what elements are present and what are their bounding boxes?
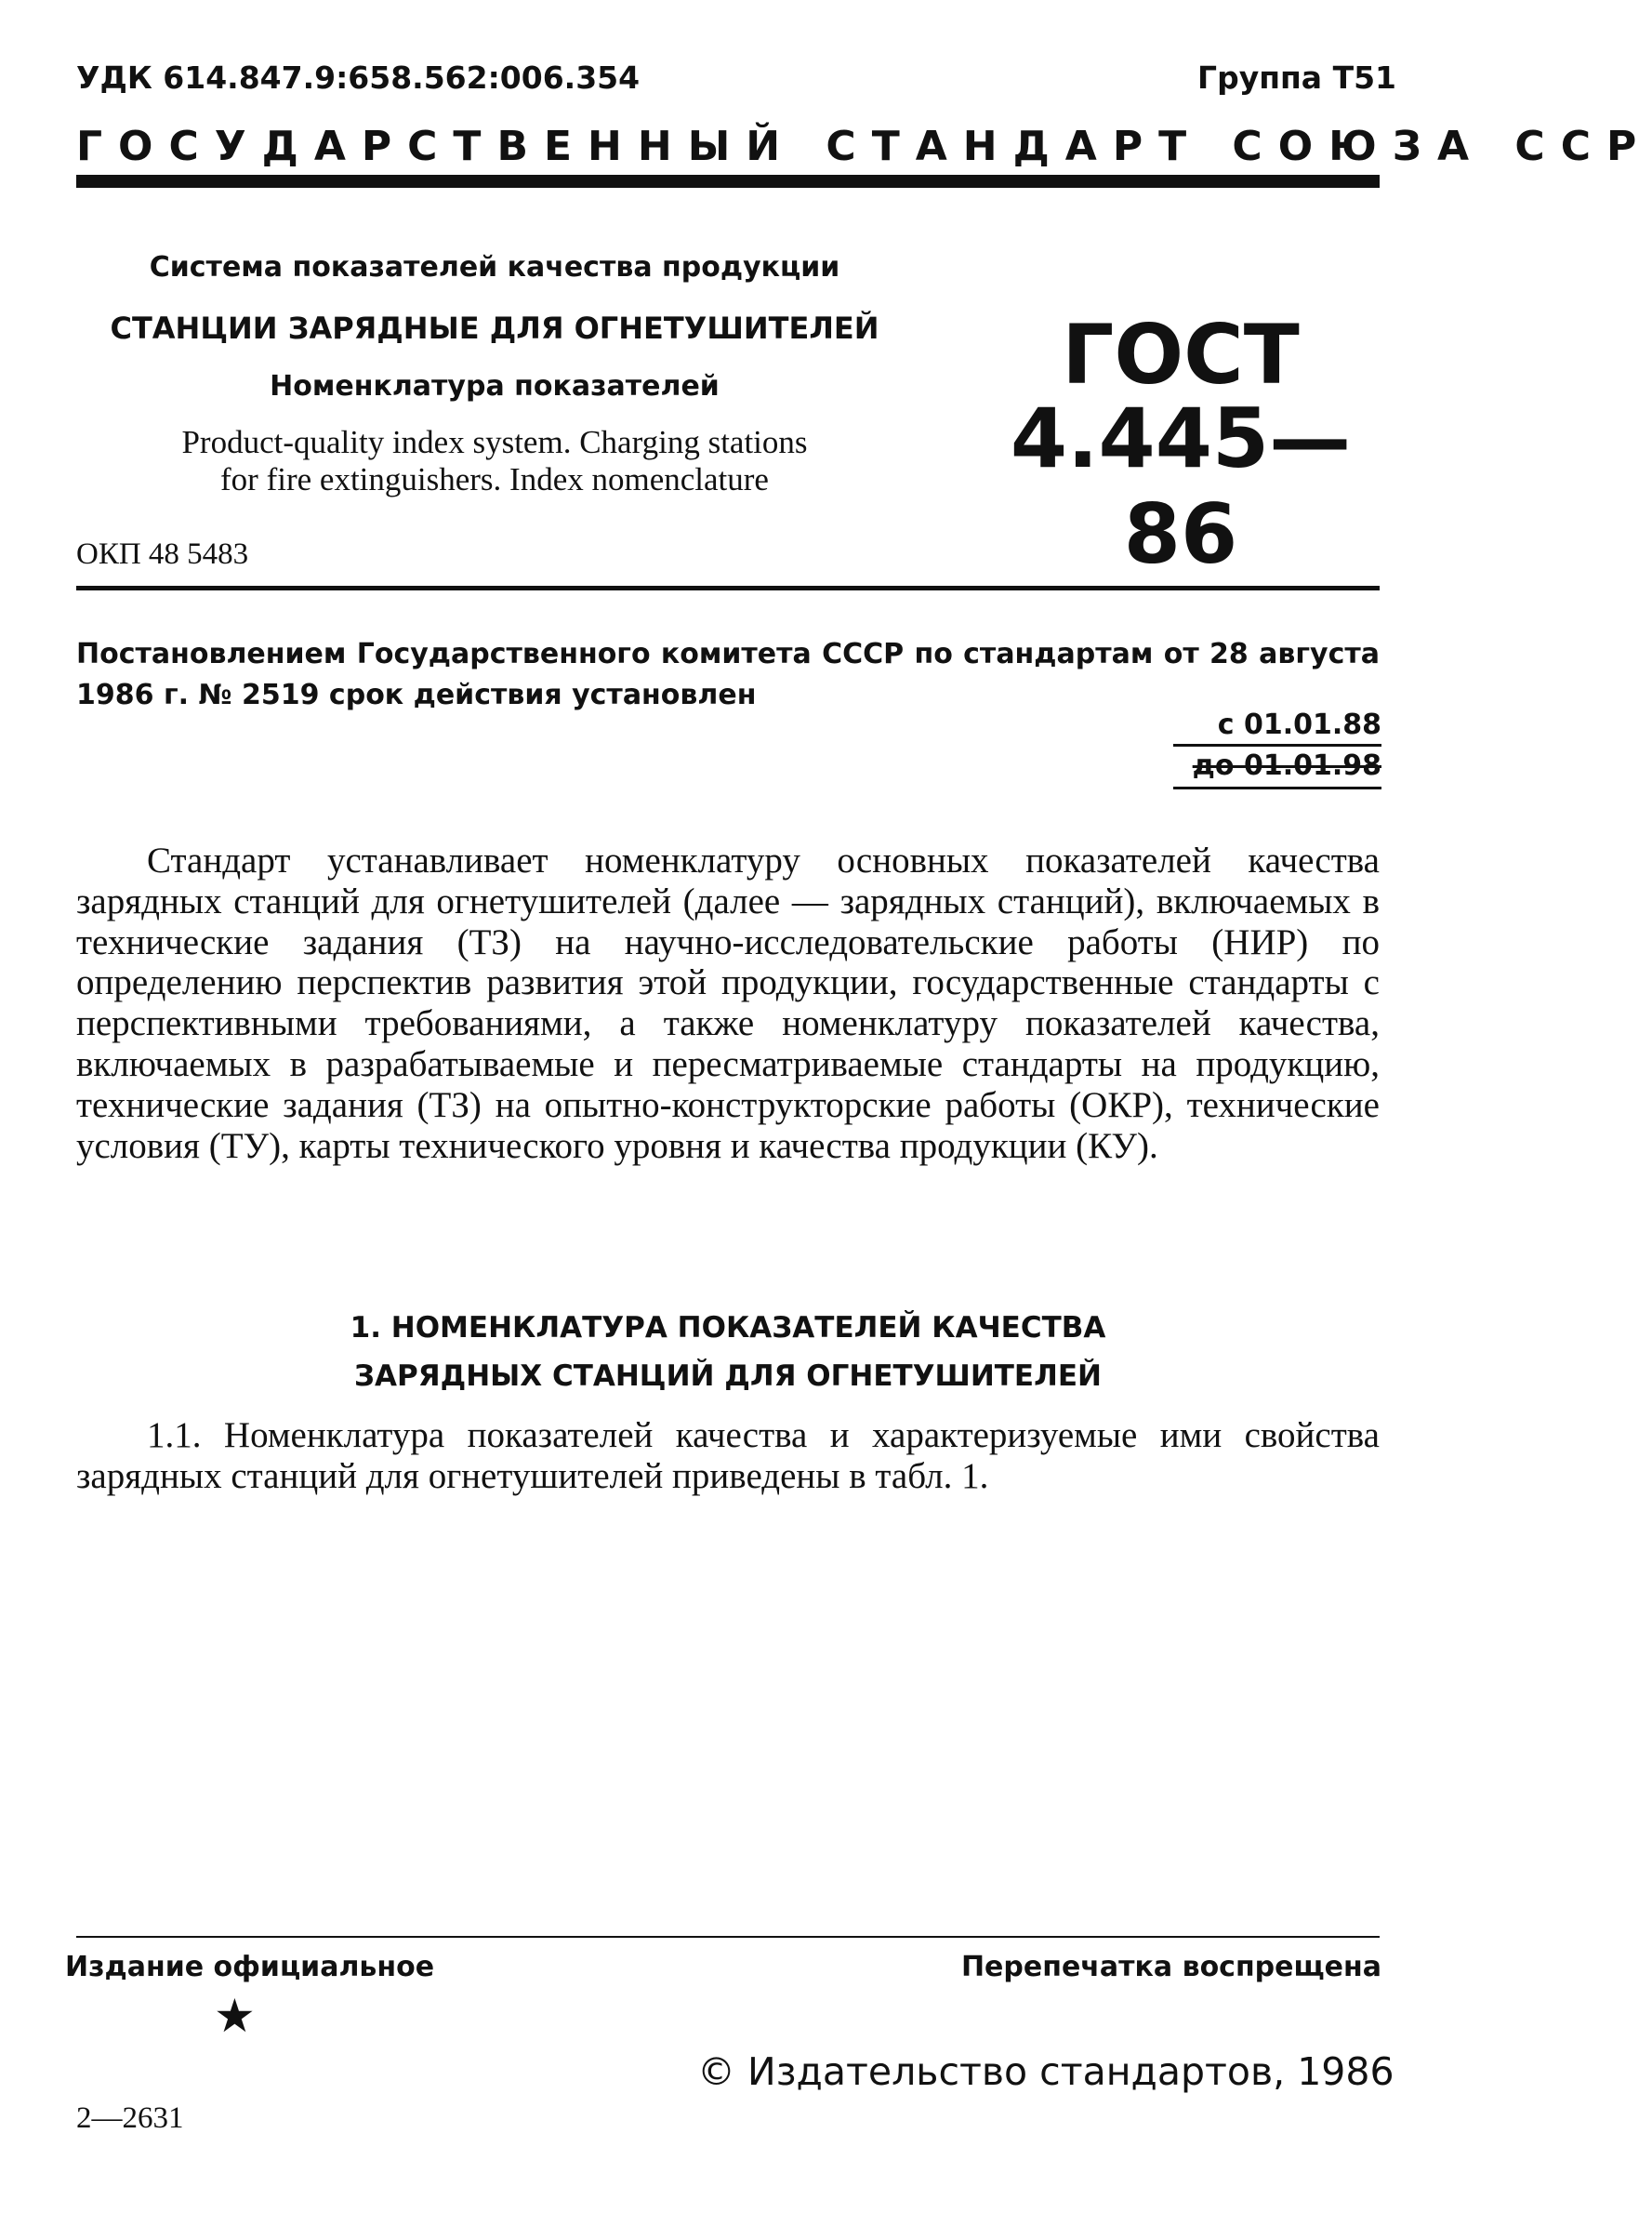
section-1-title <box>76 1304 1380 1400</box>
section-1-paragraph: 1.1. Номенклатура показателей качества и характеризуемые ими свойства зарядных станций для огнетушителей приведены в табл. 1. <box>76 1415 1380 1496</box>
date-rule <box>1173 744 1381 747</box>
english-title-line-2: for fire extinguishers. Index nomenclature <box>220 461 769 497</box>
gost-number: 4.445—86 <box>1010 391 1352 582</box>
print-code: 2—2631 <box>76 2101 184 2135</box>
udk-code: УДК 614.847.9:658.562:006.354 <box>76 60 641 96</box>
official-edition-label: Издание официальное <box>65 1951 435 1983</box>
publisher-copyright: © Издательство стандартов, 1986 <box>697 2049 1394 2094</box>
effective-from-date: с 01.01.88 <box>1217 709 1381 741</box>
reprint-forbidden-label: Перепечатка воспрещена <box>960 1951 1381 1983</box>
section-1-title-line-2: ЗАРЯДНЫХ СТАНЦИЙ ДЛЯ ОГНЕТУШИТЕЛЕЙ <box>354 1359 1102 1393</box>
intro-paragraph: Стандарт устанавливает номенклатуру основных показателей качества зарядных станций для огнетушителей (далее — зарядных станций), включаемых в технические задания (ТЗ) на научно-исследовательские работы (НИР) по определению перспектив развития этой продукции, государственные стандарты с перспективными требованиями, а также номенклатуру показателей качества, включаемых в разрабатываемые и пересматриваемые стандарты на продукцию, технические задания (ТЗ) на опытно-конструкторские работы (ОКР), технические условия (ТУ), карты технического уровня и качества продукции (КУ). <box>76 841 1380 1166</box>
nomenclature-subtitle: Номенклатура показателей <box>270 370 720 403</box>
effective-to-date: до 01.01.98 <box>1192 749 1381 782</box>
state-standard-banner: ГОСУДАРСТВЕННЫЙ СТАНДАРТ СОЮЗА ССР <box>76 123 1652 170</box>
star-icon: ★ <box>214 1989 256 2043</box>
product-title: СТАНЦИИ ЗАРЯДНЫЕ ДЛЯ ОГНЕТУШИТЕЛЕЙ <box>110 311 879 346</box>
okp-code: ОКП 48 5483 <box>76 537 249 571</box>
date-rule <box>1173 787 1381 789</box>
group-code: Группа Т51 <box>1197 60 1396 96</box>
footer-rule <box>76 1936 1380 1938</box>
header-rule <box>76 175 1380 188</box>
english-title-line-1: Product-quality index system. Charging stations <box>181 424 808 460</box>
english-title <box>76 424 913 498</box>
decree-text: Постановлением Государственного комитета СССР по стандартам от 28 августа 1986 г. № 2519 срок действия установлен <box>76 638 1380 711</box>
gost-label: ГОСТ <box>1062 307 1300 403</box>
title-rule <box>76 586 1380 590</box>
section-1-title-line-1: 1. НОМЕНКЛАТУРА ПОКАЗАТЕЛЕЙ КАЧЕСТВА <box>350 1311 1106 1345</box>
quality-system-title: Система показателей качества продукции <box>149 251 840 284</box>
